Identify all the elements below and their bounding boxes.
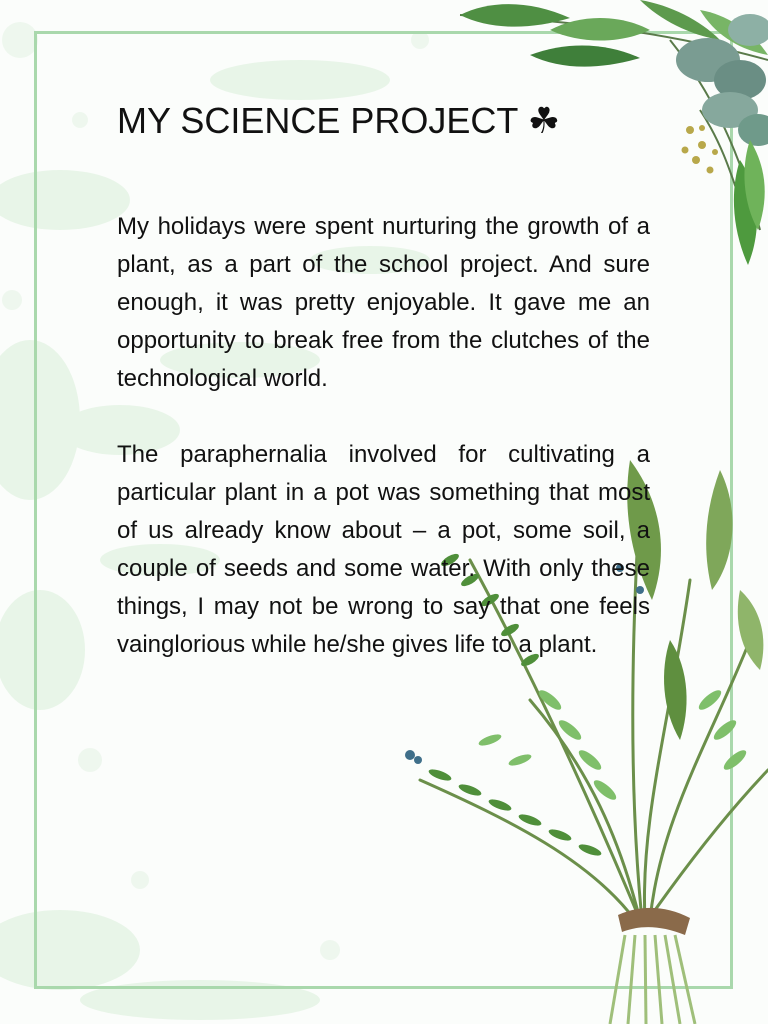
- paragraph-2: The paraphernalia involved for cultivating a particular plant in a pot was something that most of us already know about – a pot, some soil, a couple of seeds and some water. With only these things, I may not be wrong to say that one feels vainglorious while he/she gives life to a plant.: [117, 441, 650, 658]
- page-title: MY SCIENCE PROJECT ☘: [117, 100, 561, 141]
- paragraph-1: My holidays were spent nurturing the growth of a plant, as a part of the school project. And sure enough, it was pretty enjoyable. It gave me an opportunity to break free from the clutches of the technological world.: [117, 213, 650, 392]
- article-body: [117, 208, 650, 702]
